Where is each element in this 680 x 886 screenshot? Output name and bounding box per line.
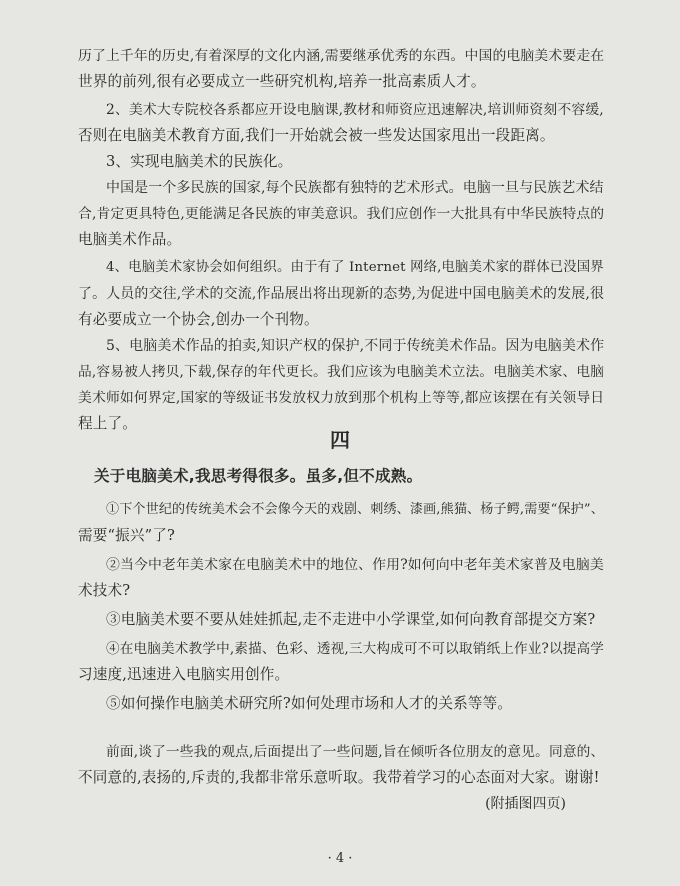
body-line: 合,肯定更具特色,更能满足各民族的审美意识。我们应创作一大批具有中华民族特点的 (78, 206, 605, 222)
body-line: 世界的前列,很有必要成立一些研究机构,培养一批高素质人才。 (78, 73, 486, 90)
question-line: 习速度,迅速进入电脑实用创作。 (78, 666, 290, 683)
body-line: 5、电脑美术作品的拍卖,知识产权的保护,不同于传统美术作品。因为电脑美术作 (106, 338, 605, 354)
body-line: 2、美术大专院校各系都应开设电脑课,教材和师资应迅速解决,培训师资刻不容缓, (106, 102, 604, 118)
body-line: 否则在电脑美术教育方面,我们一开始就会被一些发达国家甩出一段距离。 (78, 127, 555, 144)
question-line: ⑤如何操作电脑美术研究所?如何处理市场和人才的关系等等。 (106, 695, 513, 712)
body-line: 品,容易被人拷贝,下载,保存的年代更长。我们应该为电脑美术立法。电脑美术家、电脑 (78, 364, 605, 380)
body-line: 程上了。 (78, 415, 137, 432)
body-line: 历了上千年的历史,有着深厚的文化内涵,需要继承优秀的东西。中国的电脑美术要走在 (78, 48, 605, 64)
question-line: ③电脑美术要不要从娃娃抓起,走不走进中小学课堂,如何向教育部提交方案? (106, 611, 596, 628)
question-line: ①下个世纪的传统美术会不会像今天的戏剧、刺绣、漆画,熊猫、杨子鳄,需要“保护”、 (106, 502, 604, 517)
question-line: 术技术? (78, 582, 131, 599)
question-line: 需要“振兴”了? (78, 527, 175, 544)
page-number: · 4 · (327, 851, 353, 866)
body-line: 中国是一个多民族的国家,每个民族都有独特的艺术形式。电脑一旦与民族艺术结 (106, 180, 604, 196)
body-line: 4、电脑美术家协会如何组织。由于有了 Internet 网络,电脑美术家的群体已没国界 (106, 260, 604, 275)
section-heading: 四 (330, 428, 350, 452)
illustration-note: (附插图四页) (485, 796, 566, 812)
body-line: 电脑美术作品。 (78, 231, 182, 248)
question-line: ②当今中老年美术家在电脑美术中的地位、作用?如何向中老年美术家普及电脑美 (106, 557, 604, 573)
closing-line: 前面,谈了一些我的观点,后面提出了一些问题,旨在倾听各位朋友的意见。同意的、 (106, 744, 605, 760)
question-line: ④在电脑美术教学中,素描、色彩、透视,三大构成可不可以取销纸上作业?以提高学 (106, 641, 604, 657)
section-intro: 关于电脑美术,我思考得很多。虽多,但不成熟。 (94, 467, 423, 485)
body-line: 3、实现电脑美术的民族化。 (106, 153, 293, 170)
closing-line: 不同意的,表扬的,斥责的,我都非常乐意听取。我带着学习的心态面对大家。谢谢! (78, 769, 600, 786)
body-line: 美术师如何界定,国家的等级证书发放权力放到那个机构上等等,都应该摆在有关领导日 (78, 390, 605, 406)
body-line: 了。人员的交往,学术的交流,作品展出将出现新的态势,为促进中国电脑美术的发展,很 (78, 286, 605, 302)
body-line: 有必要成立一个协会,创办一个刊物。 (78, 311, 319, 328)
